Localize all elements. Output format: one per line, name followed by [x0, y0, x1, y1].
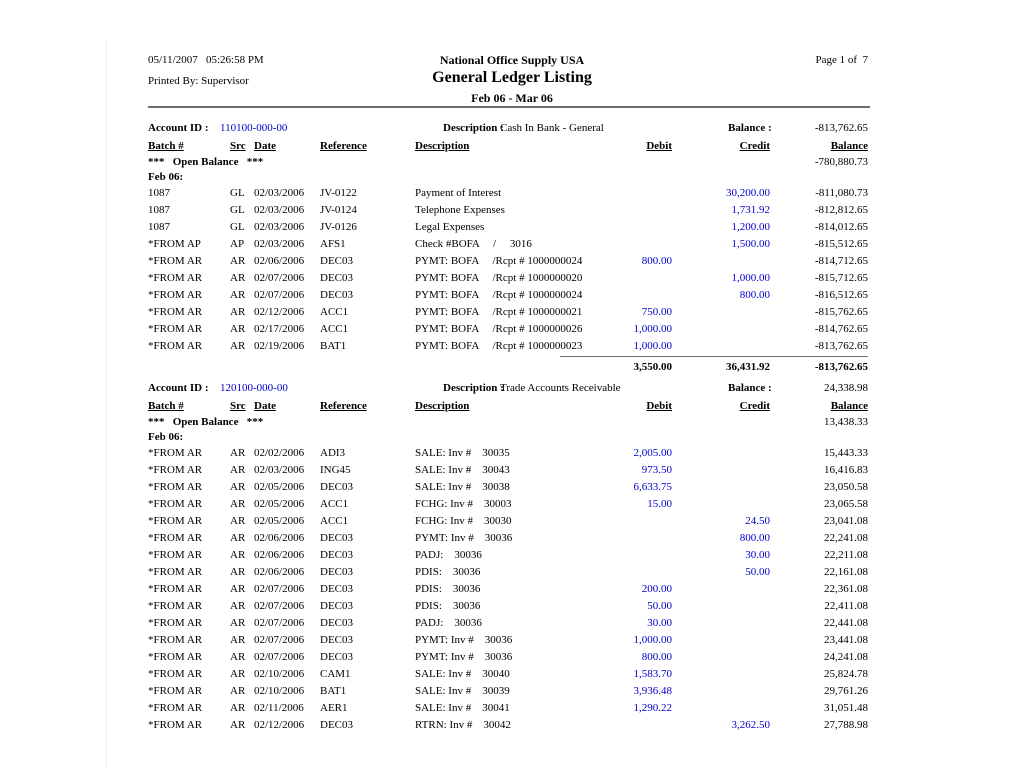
cell-debit: 1,583.70 [633, 668, 672, 680]
cell-desc: SALE: Inv # 30038 [415, 481, 510, 493]
cell-batch: *FROM AR [148, 549, 203, 561]
cell-desc: Payment of Interest [415, 187, 502, 199]
cell-ref: DEC03 [320, 255, 353, 267]
cell-batch: 1087 [148, 204, 170, 216]
col-date: Date [254, 400, 276, 412]
ledger-row [148, 718, 870, 735]
open-balance-row [148, 415, 870, 431]
cell-debit: 30.00 [647, 617, 672, 629]
cell-src: GL [230, 204, 245, 216]
cell-date: 02/10/2006 [254, 668, 305, 680]
cell-credit: 3,262.50 [731, 719, 770, 731]
cell-batch: *FROM AP [148, 238, 201, 250]
cell-src: AR [230, 600, 246, 612]
cell-batch: *FROM AR [148, 634, 203, 646]
ledger-row [148, 220, 870, 237]
cell-date: 02/07/2006 [254, 583, 305, 595]
cell-ref: JV-0126 [320, 221, 357, 233]
cell-desc: SALE: Inv # 30041 [415, 702, 510, 714]
open-balance-value: 13,438.33 [824, 416, 868, 428]
cell-debit: 973.50 [641, 464, 672, 476]
cell-date: 02/12/2006 [254, 719, 305, 731]
cell-desc: SALE: Inv # 30040 [415, 668, 510, 680]
cell-date: 02/05/2006 [254, 498, 305, 510]
page-edge-line [106, 40, 107, 768]
cell-date: 02/05/2006 [254, 515, 305, 527]
cell-src: AR [230, 719, 246, 731]
cell-date: 02/02/2006 [254, 447, 305, 459]
cell-src: AR [230, 255, 246, 267]
cell-batch: *FROM AR [148, 566, 203, 578]
cell-balance: 31,051.48 [824, 702, 868, 714]
cell-batch: *FROM AR [148, 719, 203, 731]
cell-date: 02/10/2006 [254, 685, 305, 697]
balance-label: Balance : [728, 122, 772, 134]
col-batch: Batch # [148, 140, 184, 152]
cell-ref: DEC03 [320, 549, 353, 561]
cell-src: AR [230, 634, 246, 646]
open-balance-value: -780,880.73 [814, 156, 868, 168]
cell-balance: -814,712.65 [814, 255, 868, 267]
col-balance: Balance [830, 140, 868, 152]
cell-date: 02/05/2006 [254, 481, 305, 493]
cell-ref: JV-0122 [320, 187, 357, 199]
cell-src: AR [230, 447, 246, 459]
cell-balance: 23,041.08 [824, 515, 868, 527]
cell-balance: 23,050.58 [824, 481, 868, 493]
cell-debit: 1,290.22 [633, 702, 672, 714]
ledger-row [148, 548, 870, 565]
cell-date: 02/07/2006 [254, 617, 305, 629]
account-totals-row [148, 356, 870, 381]
cell-credit: 800.00 [739, 289, 770, 301]
ledger-rows-account-1 [148, 186, 870, 356]
cell-src: AR [230, 685, 246, 697]
print-datetime: 05/11/2007 05:26:58 PM [148, 54, 264, 66]
cell-desc: PDIS: 30036 [415, 600, 481, 612]
cell-balance: -811,080.73 [815, 187, 868, 199]
cell-debit: 1,000.00 [633, 340, 672, 352]
cell-balance: 22,241.08 [824, 532, 868, 544]
ledger-row [148, 237, 870, 254]
cell-ref: JV-0124 [320, 204, 357, 216]
cell-src: GL [230, 187, 245, 199]
col-src: Src [230, 400, 246, 412]
cell-desc: SALE: Inv # 30035 [415, 447, 510, 459]
cell-batch: *FROM AR [148, 600, 203, 612]
description-label: Description : [443, 382, 504, 394]
col-balance: Balance [830, 400, 868, 412]
cell-debit: 750.00 [641, 306, 672, 318]
cell-desc: SALE: Inv # 30039 [415, 685, 510, 697]
cell-batch: *FROM AR [148, 702, 203, 714]
cell-ref: ACC1 [320, 323, 349, 335]
cell-src: AR [230, 272, 246, 284]
cell-debit: 15.00 [647, 498, 672, 510]
account-id-label: Account ID : [148, 382, 209, 394]
cell-debit: 3,936.48 [633, 685, 672, 697]
cell-batch: *FROM AR [148, 447, 203, 459]
column-header-row [148, 139, 870, 155]
cell-debit: 6,633.75 [633, 481, 672, 493]
account-id-label: Account ID : [148, 122, 209, 134]
cell-debit: 50.00 [647, 600, 672, 612]
account-id-value[interactable]: 110100-000-00 [220, 122, 288, 134]
cell-credit: 1,731.92 [731, 204, 770, 216]
total-credit: 36,431.92 [658, 356, 770, 374]
cell-date: 02/17/2006 [254, 323, 305, 335]
cell-ref: ACC1 [320, 515, 349, 527]
cell-ref: DEC03 [320, 617, 353, 629]
cell-desc: RTRN: Inv # 30042 [415, 719, 511, 731]
description-label: Description : [443, 122, 504, 134]
cell-batch: *FROM AR [148, 515, 203, 527]
cell-ref: DEC03 [320, 600, 353, 612]
balance-value: -813,762.65 [814, 122, 868, 134]
cell-src: AR [230, 583, 246, 595]
cell-src: AR [230, 668, 246, 680]
cell-balance: -815,712.65 [814, 272, 868, 284]
ledger-row [148, 616, 870, 633]
cell-batch: *FROM AR [148, 289, 203, 301]
cell-date: 02/03/2006 [254, 187, 305, 199]
cell-desc: Legal Expenses [415, 221, 485, 233]
cell-credit: 1,200.00 [731, 221, 770, 233]
cell-src: AR [230, 498, 246, 510]
balance-value: 24,338.98 [824, 382, 868, 394]
cell-batch: *FROM AR [148, 340, 203, 352]
cell-batch: *FROM AR [148, 685, 203, 697]
cell-ref: DEC03 [320, 583, 353, 595]
cell-date: 02/03/2006 [254, 221, 305, 233]
cell-batch: *FROM AR [148, 583, 203, 595]
cell-batch: *FROM AR [148, 668, 203, 680]
ledger-row [148, 480, 870, 497]
cell-balance: 25,824.78 [824, 668, 868, 680]
cell-batch: *FROM AR [148, 323, 203, 335]
cell-batch: *FROM AR [148, 481, 203, 493]
cell-debit: 1,000.00 [633, 634, 672, 646]
cell-src: AR [230, 481, 246, 493]
cell-desc: PYMT: BOFA /Rcpt # 1000000020 [415, 272, 583, 284]
cell-credit: 30.00 [745, 549, 770, 561]
cell-src: AR [230, 651, 246, 663]
col-reference: Reference [320, 400, 367, 412]
ledger-row [148, 186, 870, 203]
ledger-row [148, 463, 870, 480]
cell-date: 02/03/2006 [254, 238, 305, 250]
cell-date: 02/06/2006 [254, 255, 305, 267]
open-balance-label: *** Open Balance *** [148, 416, 264, 428]
cell-desc: Telephone Expenses [415, 204, 505, 216]
col-src: Src [230, 140, 246, 152]
col-credit: Credit [739, 400, 770, 412]
cell-batch: *FROM AR [148, 464, 203, 476]
total-balance: -813,762.65 [756, 356, 868, 374]
cell-debit: 800.00 [641, 651, 672, 663]
cell-debit: 800.00 [641, 255, 672, 267]
cell-credit: 1,500.00 [731, 238, 770, 250]
ledger-row [148, 582, 870, 599]
cell-date: 02/06/2006 [254, 549, 305, 561]
header-rule [148, 106, 870, 108]
ledger-row [148, 565, 870, 582]
ledger-row [148, 288, 870, 305]
cell-date: 02/07/2006 [254, 289, 305, 301]
cell-desc: SALE: Inv # 30043 [415, 464, 510, 476]
cell-ref: ACC1 [320, 306, 349, 318]
report-body [148, 121, 870, 735]
cell-desc: PYMT: Inv # 30036 [415, 532, 513, 544]
cell-desc: PYMT: Inv # 30036 [415, 651, 513, 663]
cell-desc: PADJ: 30036 [415, 549, 482, 561]
ledger-row [148, 497, 870, 514]
col-description: Description [415, 140, 470, 152]
cell-balance: 23,065.58 [824, 498, 868, 510]
cell-src: AR [230, 340, 246, 352]
cell-balance: 22,411.08 [824, 600, 868, 612]
company-name: National Office Supply USA [439, 53, 585, 67]
cell-date: 02/07/2006 [254, 651, 305, 663]
cell-balance: -815,512.65 [814, 238, 868, 250]
cell-credit: 800.00 [739, 532, 770, 544]
cell-src: AP [230, 238, 245, 250]
cell-balance: 22,161.08 [824, 566, 868, 578]
cell-date: 02/03/2006 [254, 204, 305, 216]
cell-ref: DEC03 [320, 481, 353, 493]
col-reference: Reference [320, 140, 367, 152]
cell-balance: 22,441.08 [824, 617, 868, 629]
cell-ref: ING45 [320, 464, 351, 476]
cell-ref: DEC03 [320, 719, 353, 731]
cell-desc: Check #BOFA / 3016 [415, 238, 532, 250]
ledger-row [148, 339, 870, 356]
ledger-row [148, 203, 870, 220]
cell-balance: -813,762.65 [814, 340, 868, 352]
cell-ref: DEC03 [320, 566, 353, 578]
cell-desc: PYMT: BOFA /Rcpt # 1000000024 [415, 289, 583, 301]
open-balance-row [148, 155, 870, 171]
cell-date: 02/06/2006 [254, 566, 305, 578]
cell-desc: FCHG: Inv # 30003 [415, 498, 512, 510]
cell-date: 02/19/2006 [254, 340, 305, 352]
cell-date: 02/06/2006 [254, 532, 305, 544]
report-period: Feb 06 - Mar 06 [471, 91, 553, 105]
col-date: Date [254, 140, 276, 152]
cell-desc: PADJ: 30036 [415, 617, 482, 629]
cell-credit: 30,200.00 [726, 187, 770, 199]
page-number: Page 1 of 7 [815, 54, 868, 66]
cell-desc: PDIS: 30036 [415, 566, 481, 578]
cell-desc: PYMT: BOFA /Rcpt # 1000000023 [415, 340, 583, 352]
cell-ref: CAM1 [320, 668, 351, 680]
cell-debit: 200.00 [641, 583, 672, 595]
ledger-row [148, 531, 870, 548]
ledger-row [148, 322, 870, 339]
description-value: Cash In Bank - General [500, 122, 604, 134]
col-debit: Debit [646, 400, 672, 412]
cell-src: AR [230, 532, 246, 544]
cell-balance: 27,788.98 [824, 719, 868, 731]
cell-ref: AER1 [320, 702, 348, 714]
cell-credit: 50.00 [745, 566, 770, 578]
cell-balance: -814,012.65 [814, 221, 868, 233]
cell-batch: *FROM AR [148, 306, 203, 318]
cell-credit: 1,000.00 [731, 272, 770, 284]
account-header [148, 381, 870, 399]
col-description: Description [415, 400, 470, 412]
total-debit: 3,550.00 [560, 356, 672, 374]
cell-balance: -815,762.65 [814, 306, 868, 318]
cell-src: AR [230, 617, 246, 629]
cell-credit: 24.50 [745, 515, 770, 527]
cell-balance: 29,761.26 [824, 685, 868, 697]
cell-desc: PDIS: 30036 [415, 583, 481, 595]
cell-balance: -814,762.65 [814, 323, 868, 335]
cell-ref: BAT1 [320, 685, 347, 697]
cell-src: AR [230, 289, 246, 301]
cell-desc: PYMT: Inv # 30036 [415, 634, 513, 646]
cell-desc: PYMT: BOFA /Rcpt # 1000000024 [415, 255, 583, 267]
cell-date: 02/11/2006 [254, 702, 304, 714]
ledger-row [148, 701, 870, 718]
column-header-row [148, 399, 870, 415]
cell-date: 02/12/2006 [254, 306, 305, 318]
col-debit: Debit [646, 140, 672, 152]
ledger-row [148, 667, 870, 684]
report-title: General Ledger Listing [432, 69, 592, 86]
balance-label: Balance : [728, 382, 772, 394]
cell-balance: 16,416.83 [824, 464, 868, 476]
cell-src: AR [230, 515, 246, 527]
cell-balance: 15,443.33 [824, 447, 868, 459]
ledger-rows-account-2 [148, 446, 870, 735]
cell-batch: *FROM AR [148, 651, 203, 663]
cell-desc: PYMT: BOFA /Rcpt # 1000000021 [415, 306, 583, 318]
col-batch: Batch # [148, 400, 184, 412]
month-label: Feb 06: [148, 431, 184, 443]
ledger-row [148, 514, 870, 531]
cell-date: 02/07/2006 [254, 272, 305, 284]
col-credit: Credit [739, 140, 770, 152]
cell-ref: ACC1 [320, 498, 349, 510]
account-id-value[interactable]: 120100-000-00 [220, 382, 288, 394]
cell-batch: *FROM AR [148, 272, 203, 284]
ledger-row [148, 271, 870, 288]
description-value: Trade Accounts Receivable [500, 382, 621, 394]
ledger-row [148, 650, 870, 667]
cell-src: GL [230, 221, 245, 233]
ledger-row [148, 599, 870, 616]
cell-batch: *FROM AR [148, 255, 203, 267]
cell-balance: -812,812.65 [814, 204, 868, 216]
cell-ref: AFS1 [320, 238, 346, 250]
ledger-row [148, 446, 870, 463]
ledger-row [148, 254, 870, 271]
cell-debit: 2,005.00 [633, 447, 672, 459]
open-balance-label: *** Open Balance *** [148, 156, 264, 168]
cell-ref: ADI3 [320, 447, 346, 459]
cell-desc: PYMT: BOFA /Rcpt # 1000000026 [415, 323, 583, 335]
cell-debit: 1,000.00 [633, 323, 672, 335]
cell-balance: 22,361.08 [824, 583, 868, 595]
ledger-row [148, 633, 870, 650]
cell-batch: *FROM AR [148, 532, 203, 544]
cell-batch: 1087 [148, 221, 170, 233]
printed-by: Printed By: Supervisor [148, 75, 249, 87]
cell-batch: 1087 [148, 187, 170, 199]
cell-src: AR [230, 464, 246, 476]
cell-ref: DEC03 [320, 289, 353, 301]
cell-ref: BAT1 [320, 340, 347, 352]
cell-batch: *FROM AR [148, 498, 203, 510]
cell-ref: DEC03 [320, 272, 353, 284]
cell-balance: 23,441.08 [824, 634, 868, 646]
cell-src: AR [230, 549, 246, 561]
cell-balance: -816,512.65 [814, 289, 868, 301]
ledger-row [148, 305, 870, 322]
cell-ref: DEC03 [320, 634, 353, 646]
cell-batch: *FROM AR [148, 617, 203, 629]
cell-src: AR [230, 702, 246, 714]
account-header [148, 121, 870, 139]
cell-ref: DEC03 [320, 532, 353, 544]
cell-balance: 24,241.08 [824, 651, 868, 663]
cell-balance: 22,211.08 [824, 549, 868, 561]
cell-date: 02/07/2006 [254, 600, 305, 612]
cell-src: AR [230, 306, 246, 318]
cell-ref: DEC03 [320, 651, 353, 663]
cell-src: AR [230, 566, 246, 578]
cell-src: AR [230, 323, 246, 335]
cell-date: 02/07/2006 [254, 634, 305, 646]
cell-desc: FCHG: Inv # 30030 [415, 515, 512, 527]
cell-date: 02/03/2006 [254, 464, 305, 476]
ledger-row [148, 684, 870, 701]
month-label: Feb 06: [148, 171, 184, 183]
